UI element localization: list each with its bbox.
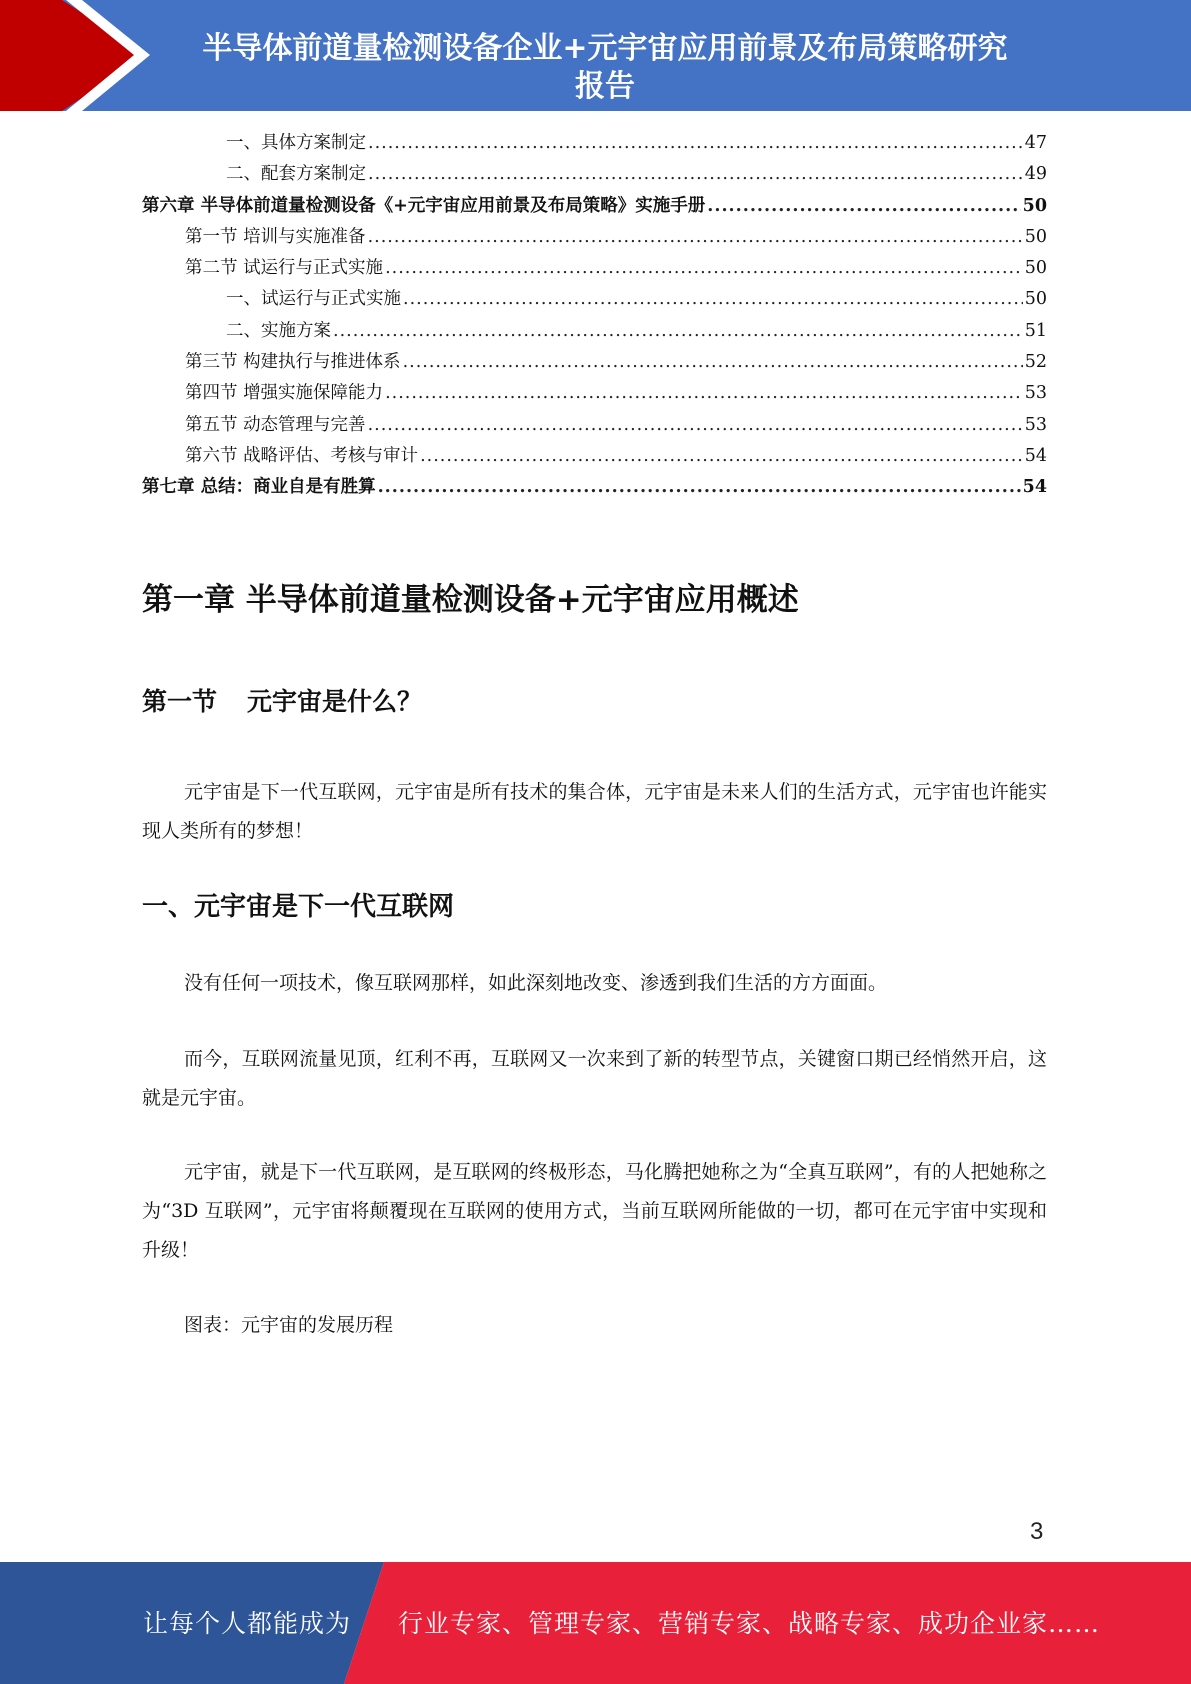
toc-entry[interactable] xyxy=(142,128,1047,159)
section-heading-text: 元宇宙是什么？ xyxy=(247,687,423,716)
toc-entry[interactable] xyxy=(142,316,1047,347)
toc-entry[interactable] xyxy=(142,253,1047,284)
footer-slogan-right: 行业专家、管理专家、营销专家、战略专家、成功企业家…… xyxy=(398,1609,1101,1638)
toc-dot-leader xyxy=(368,410,1023,441)
toc-entry[interactable] xyxy=(142,472,1047,503)
toc-entry-page: 50 xyxy=(1024,226,1047,247)
toc-entry-page: 50 xyxy=(1022,195,1047,216)
toc-dot-leader xyxy=(378,472,1021,503)
toc-dot-leader xyxy=(385,378,1023,409)
header-arrow-decoration xyxy=(0,0,160,111)
toc-dot-leader xyxy=(403,284,1023,315)
toc-dot-leader xyxy=(333,316,1023,347)
toc-entry[interactable] xyxy=(142,284,1047,315)
toc-dot-leader xyxy=(403,347,1023,378)
toc-entry-title: 第六节 战略评估、考核与审计 xyxy=(185,445,419,466)
toc-entry-page: 50 xyxy=(1024,258,1047,279)
toc-entry-title: 第五节 动态管理与完善 xyxy=(185,414,366,435)
toc-entry-title: 二、实施方案 xyxy=(226,320,331,341)
table-of-contents xyxy=(142,128,1047,504)
report-title-line1: 半导体前道量检测设备企业+元宇宙应用前景及布局策略研究 xyxy=(202,31,1008,66)
footer-slogan-left: 让每个人都能成为 xyxy=(143,1609,352,1638)
page-header xyxy=(0,0,1191,111)
toc-entry[interactable] xyxy=(142,159,1047,190)
toc-entry[interactable] xyxy=(142,222,1047,253)
toc-dot-leader xyxy=(420,441,1023,472)
toc-entry-page: 53 xyxy=(1024,414,1047,435)
toc-entry-title: 第二节 试运行与正式实施 xyxy=(185,258,384,279)
toc-entry-page: 54 xyxy=(1024,445,1047,466)
toc-entry-page: 52 xyxy=(1024,352,1047,373)
body-paragraph-1: 没有任何一项技术，像互联网那样，如此深刻地改变、渗透到我们生活的方方面面。 xyxy=(184,972,888,994)
toc-dot-leader xyxy=(385,253,1023,284)
report-title xyxy=(170,30,1040,106)
toc-dot-leader xyxy=(707,191,1020,222)
toc-entry[interactable] xyxy=(142,191,1047,222)
intro-paragraph: 元宇宙是下一代互联网，元宇宙是所有技术的集合体，元宇宙是未来人们的生活方式，元宇宙也许能实现人类所有的梦想！ xyxy=(142,781,1047,842)
toc-entry[interactable] xyxy=(142,347,1047,378)
toc-entry-page: 53 xyxy=(1024,383,1047,404)
toc-entry-title: 第六章 半导体前道量检测设备《+元宇宙应用前景及布局策略》实施手册 xyxy=(142,195,706,216)
subsection-heading: 一、元宇宙是下一代互联网 xyxy=(142,892,455,922)
section-label: 第一节 xyxy=(142,687,218,716)
toc-entry-title: 第一节 培训与实施准备 xyxy=(185,226,366,247)
body-paragraph-3: 元宇宙，就是下一代互联网，是互联网的终极形态，马化腾把她称之为“全真互联网”，有的人把她称之为“3D 互联网”，元宇宙将颠覆现在互联网的使用方式，当前互联网所能做的一切，都可在元宇宙中实现和升级！ xyxy=(142,1161,1047,1261)
toc-entry-title: 第三节 构建执行与推进体系 xyxy=(185,352,401,373)
toc-entry-title: 一、试运行与正式实施 xyxy=(226,289,401,310)
toc-entry-page: 47 xyxy=(1024,133,1047,153)
toc-entry-page: 51 xyxy=(1024,320,1047,341)
toc-entry-title: 一、具体方案制定 xyxy=(226,133,366,153)
toc-entry-title: 第四节 增强实施保障能力 xyxy=(185,383,384,404)
body-paragraph-2: 而今，互联网流量见顶，红利不再，互联网又一次来到了新的转型节点，关键窗口期已经悄然开启，这就是元宇宙。 xyxy=(142,1048,1047,1109)
toc-entry-title: 第七章 总结：商业自是有胜算 xyxy=(142,477,376,498)
toc-dot-leader xyxy=(368,159,1023,190)
section-title xyxy=(142,682,422,718)
toc-dot-leader xyxy=(368,222,1023,253)
toc-entry-title: 二、配套方案制定 xyxy=(226,164,366,185)
toc-dot-leader xyxy=(368,128,1023,159)
page-number: 3 xyxy=(1030,1518,1044,1545)
toc-entry-page: 49 xyxy=(1024,164,1047,185)
toc-entry-page: 54 xyxy=(1022,477,1047,498)
toc-entry[interactable] xyxy=(142,441,1047,472)
report-title-line2: 报告 xyxy=(575,69,635,104)
chapter-title: 第一章 半导体前道量检测设备+元宇宙应用概述 xyxy=(142,582,799,618)
toc-entry-page: 50 xyxy=(1024,289,1047,310)
toc-entry[interactable] xyxy=(142,378,1047,409)
toc-entry[interactable] xyxy=(142,410,1047,441)
figure-caption: 图表：元宇宙的发展历程 xyxy=(184,1314,394,1336)
